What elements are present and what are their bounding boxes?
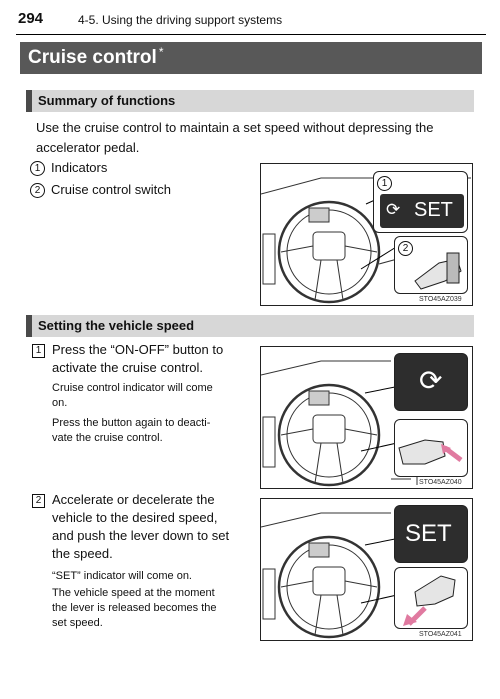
step-2-number: 2 bbox=[32, 494, 45, 508]
section-setting-heading: Setting the vehicle speed bbox=[26, 315, 474, 337]
page-title: Cruise control * bbox=[28, 45, 164, 68]
cruise-indicator-icon: ⟳ bbox=[386, 200, 401, 219]
step-2-note-1: “SET” indicator will come on. bbox=[52, 570, 192, 582]
figure-step-2 bbox=[260, 498, 473, 641]
section-summary-heading: Summary of functions bbox=[26, 90, 474, 112]
set-indicator: SET bbox=[414, 199, 453, 221]
step-2-text: Accelerate or decelerate the vehicle to the desired speed, and push the lever down to set the speed. bbox=[52, 492, 230, 561]
figure-code: STO45AZ039 bbox=[419, 296, 462, 303]
indicator-callout bbox=[373, 171, 468, 233]
step-1-note-1: Cruise control indicator will come on. bbox=[52, 382, 213, 409]
figure-step-1 bbox=[260, 346, 473, 489]
cruise-indicator-panel bbox=[394, 353, 468, 411]
set-indicator: SET bbox=[405, 520, 452, 547]
lever-callout bbox=[394, 567, 468, 629]
summary-intro: Use the cruise control to maintain a set speed without depressing the accelerator pedal. bbox=[36, 120, 434, 155]
cruise-lever-icon bbox=[395, 237, 469, 295]
figure-code: STO45AZ041 bbox=[419, 631, 462, 638]
step-1-number: 1 bbox=[32, 344, 45, 358]
step-2-note-2: The vehicle speed at the moment the lever is released becomes the set speed. bbox=[52, 587, 217, 629]
callout-1: 1 bbox=[377, 176, 392, 191]
figure-code: STO45AZ040 bbox=[419, 479, 462, 486]
figure-summary bbox=[260, 163, 473, 306]
cruise-indicator-icon: ⟳ bbox=[419, 365, 443, 396]
lever-callout bbox=[394, 419, 468, 477]
step-1-text: Press the “ON-OFF” button to activate the cruise control. bbox=[52, 342, 224, 375]
step-1-note-2: Press the button again to deacti- vate the cruise control. bbox=[52, 417, 211, 444]
set-indicator-panel bbox=[394, 505, 468, 563]
list-item-cruise-switch: 2 Cruise control switch bbox=[30, 182, 171, 198]
cruise-lever-icon bbox=[395, 420, 469, 478]
page-header bbox=[16, 10, 486, 32]
page-title-bar bbox=[20, 42, 482, 74]
cruise-lever-icon bbox=[395, 568, 469, 630]
list-item-indicators: 1 Indicators bbox=[30, 160, 107, 176]
title-mark: * bbox=[158, 45, 164, 59]
header-rule bbox=[16, 34, 486, 35]
page-number: 294 bbox=[18, 10, 44, 27]
chapter-title: 4-5. Using the driving support systems bbox=[78, 13, 283, 27]
indicator-display bbox=[380, 194, 464, 228]
callout-2: 2 bbox=[398, 241, 413, 256]
switch-callout bbox=[394, 236, 468, 294]
